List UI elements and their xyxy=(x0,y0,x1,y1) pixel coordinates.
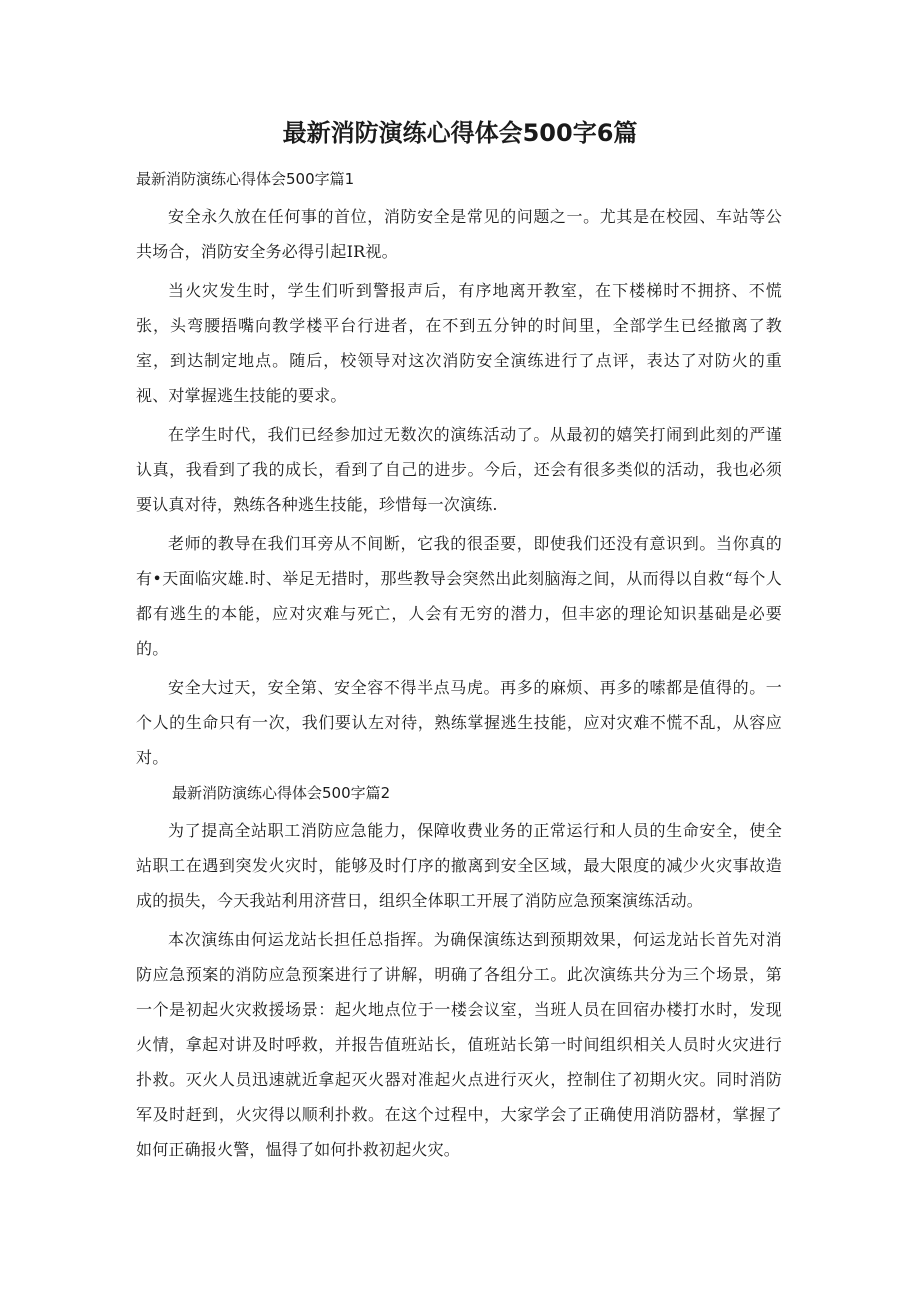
document-body xyxy=(136,165,782,1171)
section-heading: 最新消防演练心得体会500字篇2 xyxy=(172,784,391,802)
paragraph: 安全永久放在任何事的首位，消防安全是常见的问题之一。尤其是在校园、车站等公共场合，消防安全务必得引起IR视。 xyxy=(136,207,782,261)
paragraph: 当火灾发生时，学生们听到警报声后，有序地离开教室，在下楼梯时不拥挤、不慌张，头弯腰捂嘴向教学楼平台行进者，在不到五分钟的时间里，全部学生已经撤离了教室，到达制定地点。随后，校领导对这次消防安全演练进行了点评，表达了对防火的重视、对掌握逃生技能的要求。 xyxy=(136,281,782,405)
paragraph: 在学生时代，我们已经参加过无数次的演练活动了。从最初的嬉笑打闹到此刻的严谨认真，我看到了我的成长，看到了自己的进步。今后，还会有很多类似的活动，我也必须要认真对待，熟练各种逃生技能，珍惜每一次演练. xyxy=(136,425,782,514)
paragraph: 老师的教导在我们耳旁从不间断，它我的很歪要，即使我们还没有意识到。当你真的有•天面临灾雄.时、举足无措时，那些教导会突然出此刻脑海之间，从而得以自救“每个人都有逃生的本能，应对灾难与死亡，人会有无穷的潜力，但丰宓的理论知识基础是必要的。 xyxy=(136,534,782,658)
section-2 xyxy=(136,779,782,1167)
document-title: 最新消防演练心得体会500字6篇 xyxy=(282,119,638,147)
section-1 xyxy=(136,165,782,775)
paragraph: 安全大过天，安全第、安全容不得半点马虎。再多的麻烦、再多的嗦都是值得的。一个人的生命只有一次，我们要认左对待，熟练掌握逃生技能，应对灾难不慌不乱，从容应对。 xyxy=(136,678,782,767)
paragraph: 本次演练由何运龙站长担任总指挥。为确保演练达到预期效果，何运龙站长首先对消防应急预案的消防应急预案进行了讲解，明确了各组分工。此次演练共分为三个场景，第一个是初起火灾救援场景：起火地点位于一楼会议室，当班人员在回宿办楼打水时，发现火情，拿起对讲及时呼救，并报告值班站长，值班站长第一时间组织相关人员时火灾进行扑救。灭火人员迅速就近拿起灭火器对准起火点进行灭火，控制住了初期火灾。同时消防军及时赶到，火灾得以顺利扑救。在这个过程中，大家学会了正确使用消防器材，掌握了如何正确报火警，愠得了如何扑救初起火灾。 xyxy=(136,930,782,1159)
section-heading: 最新消防演练心得体会500字篇1 xyxy=(136,170,355,188)
paragraph: 为了提高全站职工消防应急能力，保障收费业务的正常运行和人员的生命安全，使全站职工在遇到突发火灾时，能够及时仃序的撤离到安全区域，最大限度的减少火灾事故造成的损失，今天我站利用济营日，组织全体职工开展了消防应急预案演练活动。 xyxy=(136,821,782,910)
